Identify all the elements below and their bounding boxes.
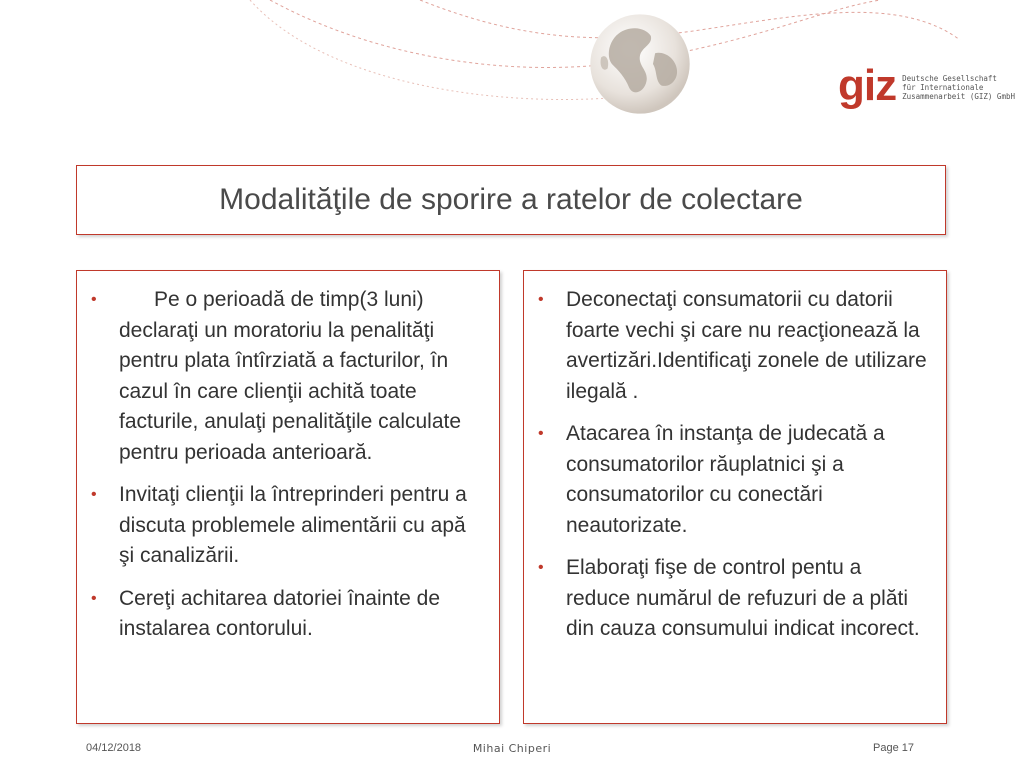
bullet-text: Atacarea în instanţa de judecată a consumatorilor răuplatnici şi a consumatorilor cu conectări neautorizate. xyxy=(566,422,885,537)
slide-footer xyxy=(0,740,1024,768)
bullet-text: Cereţi achitarea datoriei înainte de instalarea contorului. xyxy=(119,586,441,640)
slide-title-box xyxy=(76,165,946,235)
left-content-panel xyxy=(76,270,500,724)
list-item xyxy=(87,285,483,468)
giz-org-name xyxy=(902,74,1015,101)
bullet-icon: • xyxy=(91,589,97,607)
giz-org-line: Deutsche Gesellschaft xyxy=(902,74,997,83)
list-item xyxy=(87,480,483,572)
bullet-icon: • xyxy=(91,291,97,308)
bullet-text: Deconectaţi consumatorii cu datorii foarte vechi şi care nu reacţionează la avertizări.Identificaţi zonele de utilizare ilegală . xyxy=(566,288,927,403)
bullet-icon: • xyxy=(538,291,544,308)
giz-logo-mark: giz xyxy=(838,61,897,110)
list-item xyxy=(87,584,483,645)
footer-date: 04/12/2018 xyxy=(86,742,142,754)
footer-author: Mihai Chiperi xyxy=(472,742,552,755)
footer-page-number: Page 17 xyxy=(873,742,914,754)
bullet-text: Pe o perioadă de timp(3 luni) declaraţi un moratoriu la penalităţi pentru plata întîrziată a facturilor, în cazul în care clienţii achită toate facturile, anulaţi penalităţile calculate pentru perioada anterioară. xyxy=(119,288,467,464)
list-item xyxy=(534,419,930,541)
right-content-panel xyxy=(523,270,947,724)
list-item xyxy=(534,285,930,407)
bullet-icon: • xyxy=(538,425,544,442)
bullet-icon: • xyxy=(538,559,544,576)
giz-org-line: für Internationale xyxy=(902,83,984,92)
bullet-text: Elaboraţi fişe de control pentu a reduce numărul de refuzuri de a plăti din cauza consumului indicat incorect. xyxy=(566,556,920,640)
left-bullet-list xyxy=(87,285,483,645)
right-bullet-list xyxy=(534,285,930,645)
giz-org-line: Zusammenarbeit (GIZ) GmbH xyxy=(902,92,1015,101)
giz-logo xyxy=(838,61,1015,110)
bullet-icon: • xyxy=(91,486,97,503)
globe-icon xyxy=(586,10,694,118)
slide-title: Modalităţile de sporire a ratelor de colectare xyxy=(219,183,803,216)
list-item xyxy=(534,553,930,645)
bullet-text: Invitaţi clienţii la întreprinderi pentru a discuta problemele alimentării cu apă şi canalizării. xyxy=(119,483,467,567)
